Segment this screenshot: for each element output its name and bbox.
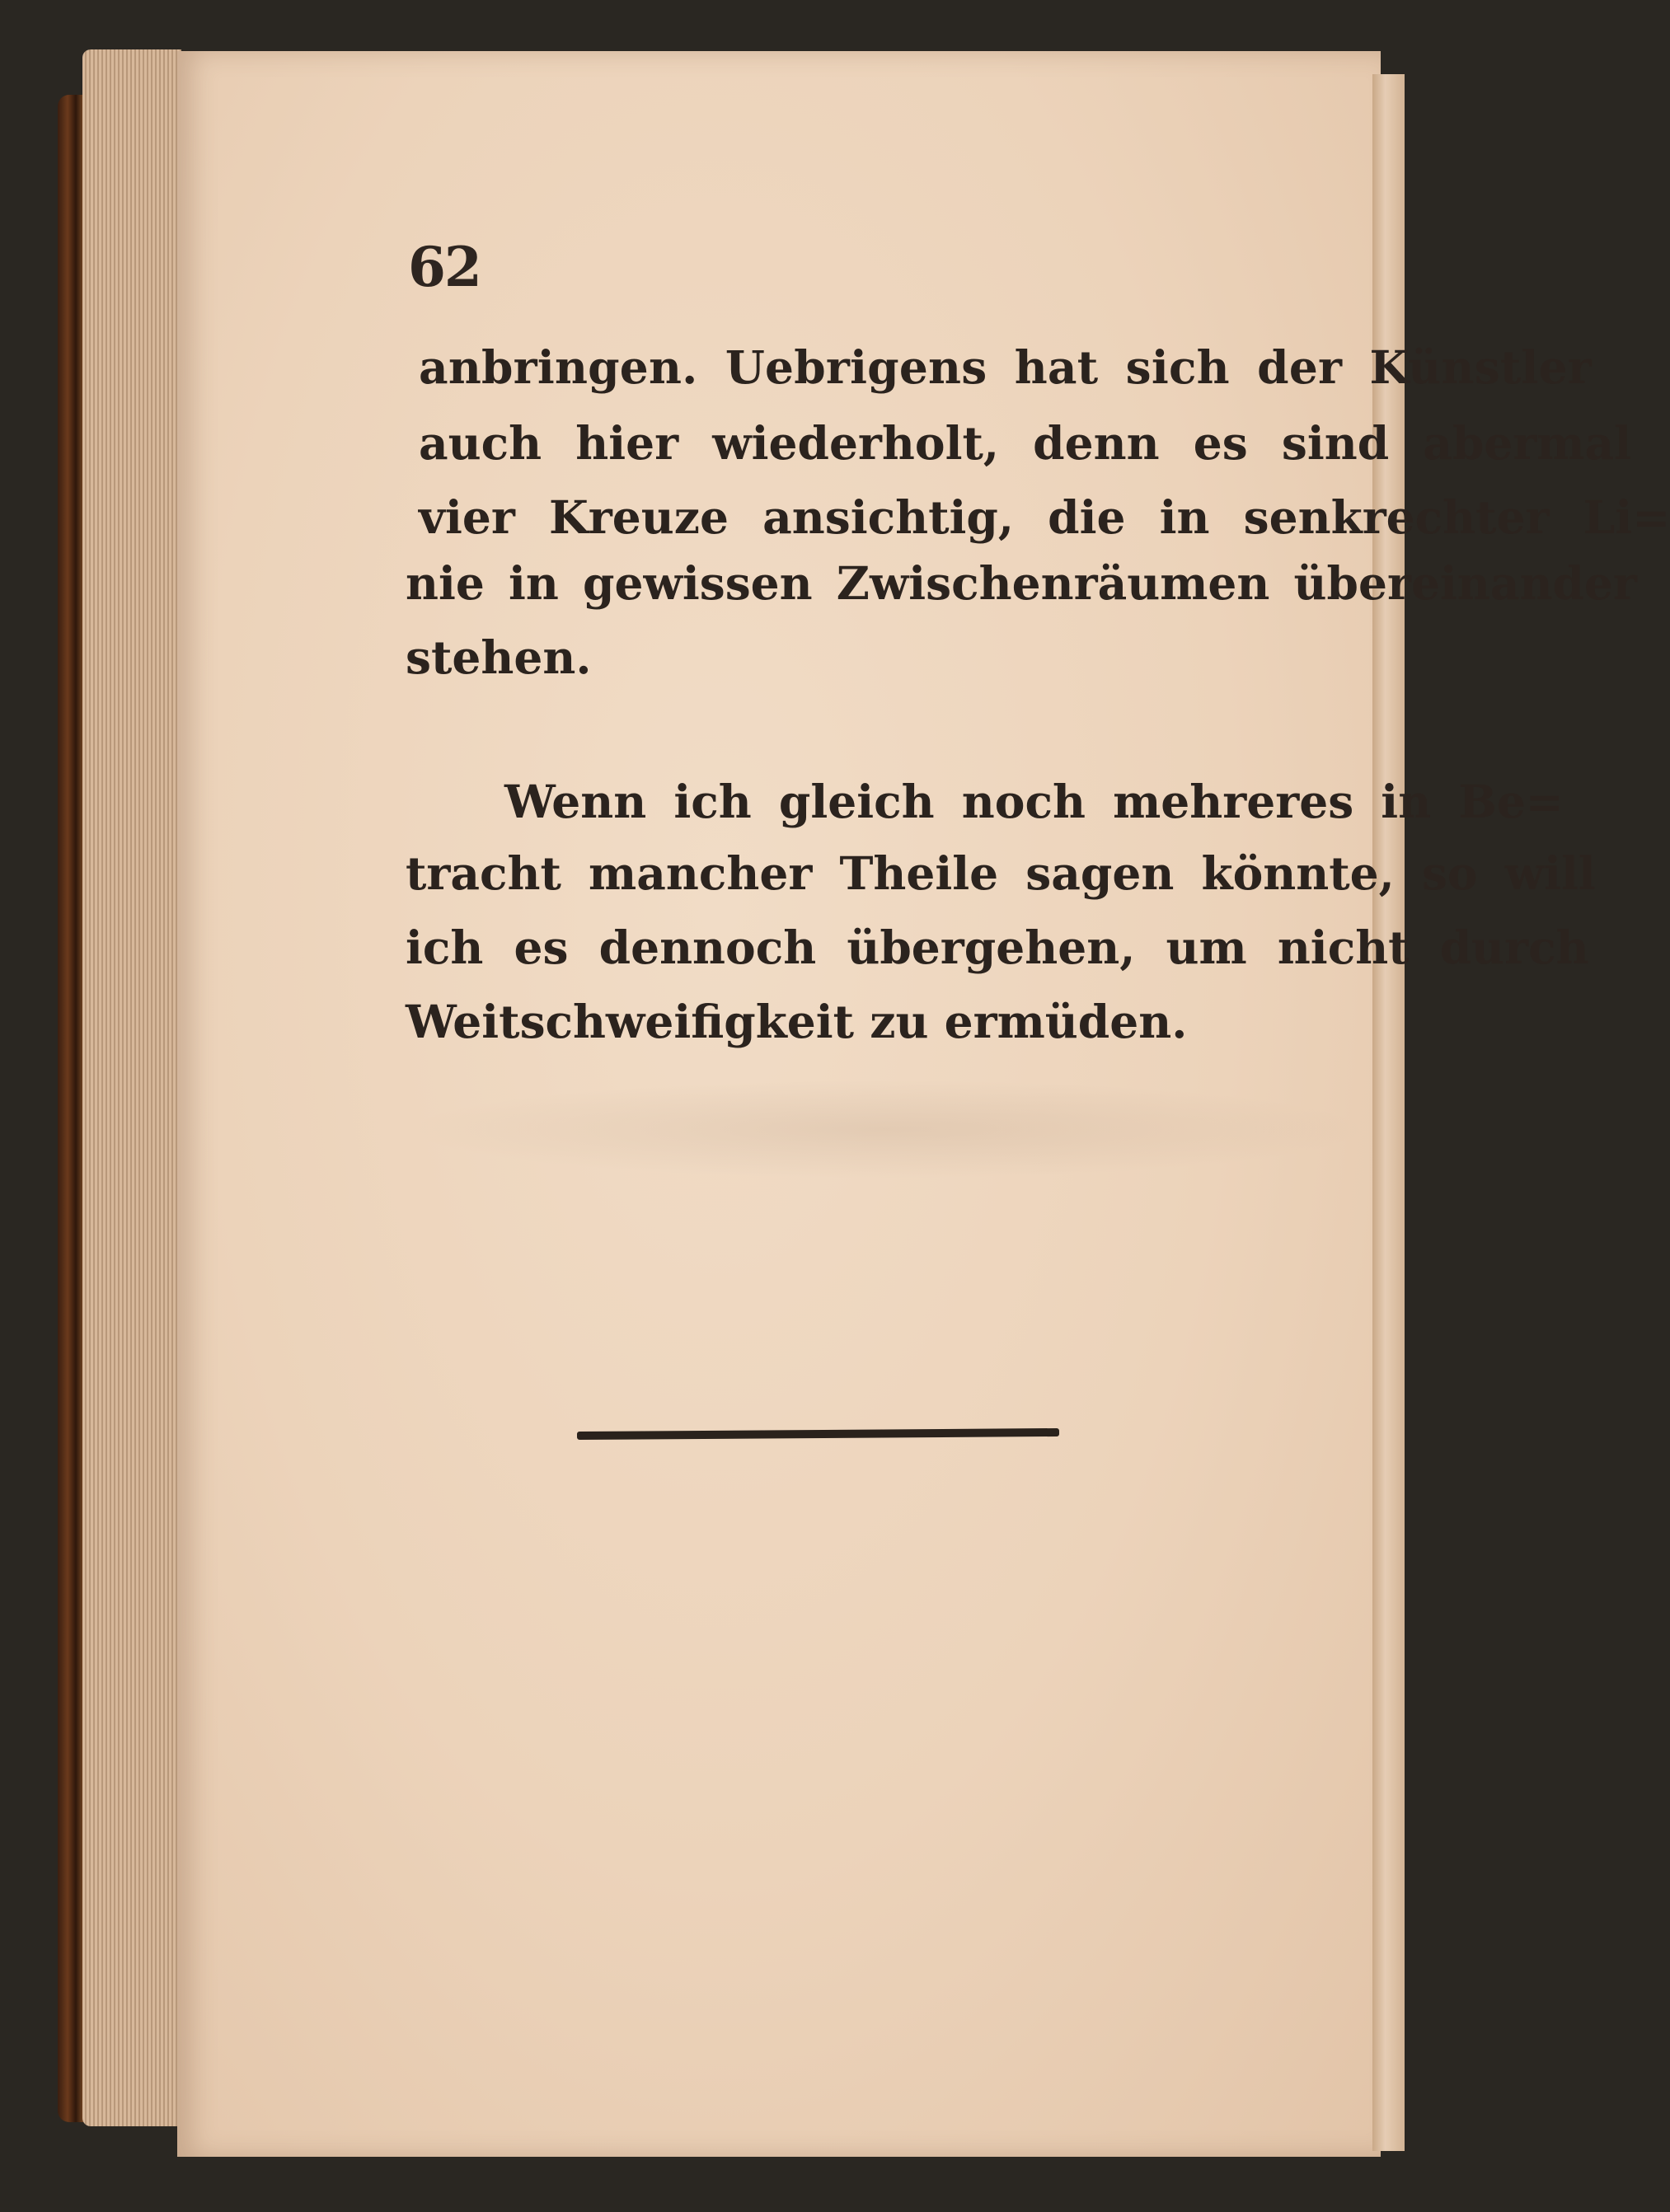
text-line: stehen. — [406, 630, 592, 684]
text-line: nie in gewissen Zwischenräumen übereinander — [406, 556, 1637, 610]
text-line: anbringen. Uebrigens hat sich der Künstler — [419, 340, 1592, 394]
text-line: vier Kreuze ansichtig, die in senkrechter Li= — [419, 490, 1670, 544]
page-number: 62 — [408, 235, 481, 299]
text-line: Wenn ich gleich noch mehreres in Be= — [504, 775, 1564, 828]
text-line: tracht mancher Theile sagen könnte, so will — [406, 846, 1596, 900]
page-stack-edge — [82, 49, 181, 2126]
text-line: auch hier wiederholt, denn es sind abermal — [419, 416, 1632, 470]
text-line: Weitschweifigkeit zu ermüden. — [406, 995, 1188, 1048]
paper-stain — [404, 1080, 1368, 1179]
text-line: ich es dennoch übergehen, um nicht durch — [406, 921, 1589, 974]
